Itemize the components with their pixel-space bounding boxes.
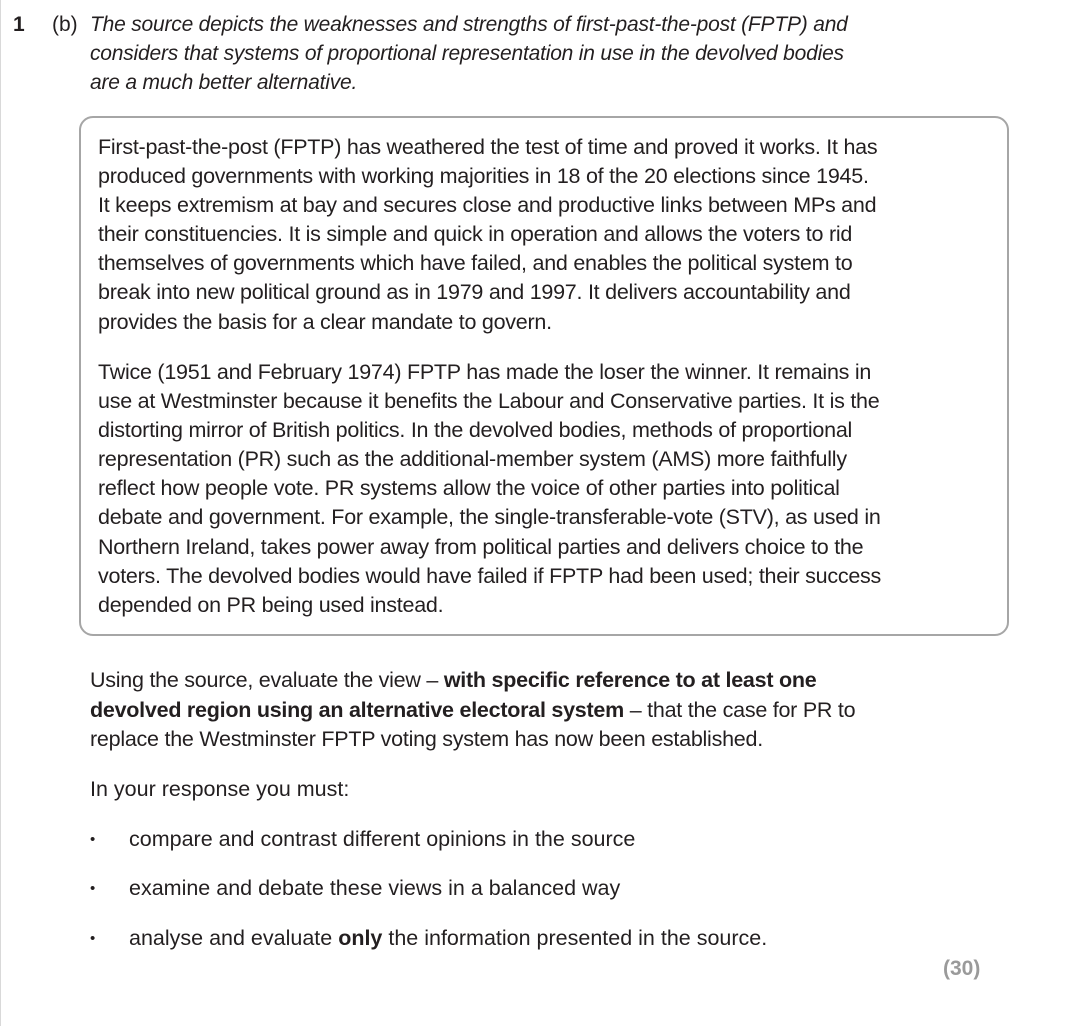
source-line: themselves of governments which have failed, and enables the political system to xyxy=(98,251,853,276)
task-line xyxy=(90,696,855,726)
source-line: depended on PR being used instead. xyxy=(98,592,444,617)
source-line: reflect how people vote. PR systems allow the voice of other parties into political xyxy=(98,476,840,501)
source-line: produced governments with working majorities in 18 of the 20 elections since 1945. xyxy=(98,164,869,189)
marks-total: (30) xyxy=(943,957,981,980)
requirement-text: examine and debate these views in a balanced way xyxy=(129,876,621,900)
bullet-icon: • xyxy=(90,880,96,897)
requirement-emphasis: only xyxy=(338,926,383,950)
source-paragraph-2 xyxy=(98,358,881,620)
source-line: representation (PR) such as the additional-member system (AMS) more faithfully xyxy=(98,447,847,472)
task-emphasis: devolved region using an alternative electoral system xyxy=(90,697,625,722)
bullet-icon: • xyxy=(90,831,96,848)
source-line: use at Westminster because it benefits the Labour and Conservative parties. It is the xyxy=(98,389,880,414)
source-line: First-past-the-post (FPTP) has weathered the test of time and proved it works. It has xyxy=(98,135,878,159)
task-line xyxy=(90,666,855,696)
source-line: Twice (1951 and February 1974) FPTP has made the loser the winner. It remains in xyxy=(98,360,872,384)
task-emphasis: with specific reference to at least one xyxy=(443,668,817,692)
task-line: replace the Westminster FPTP voting system has now been established. xyxy=(90,727,763,751)
bullet-icon: • xyxy=(90,930,96,947)
source-paragraph-1 xyxy=(98,133,877,337)
page-left-edge-rule xyxy=(0,0,1,1026)
task-text: Using the source, evaluate the view – xyxy=(90,668,444,692)
task-text: – that the case for PR to xyxy=(624,697,856,722)
intro-line: are a much better alternative. xyxy=(90,71,358,94)
source-line: their constituencies. It is simple and quick in operation and allows the voters to rid xyxy=(98,222,853,247)
requirement-text: compare and contrast different opinions in the source xyxy=(129,827,636,851)
intro-line: considers that systems of proportional representation in use in the devolved bodies xyxy=(90,42,844,65)
task-instruction xyxy=(90,666,855,755)
response-intro: In your response you must: xyxy=(90,777,350,801)
source-line: provides the basis for a clear mandate to govern. xyxy=(98,309,552,334)
requirement-text xyxy=(129,924,767,953)
question-number: 1 xyxy=(13,13,25,36)
question-part-label: (b) xyxy=(52,13,78,36)
source-line: break into new political ground as in 1979 and 1997. It delivers accountability and xyxy=(98,280,851,305)
source-line: voters. The devolved bodies would have failed if FPTP had been used; their success xyxy=(98,563,882,588)
requirement-text-start: analyse and evaluate xyxy=(129,926,339,950)
intro-line: The source depicts the weaknesses and strengths of first-past-the-post (FPTP) and xyxy=(90,13,848,36)
question-intro xyxy=(90,10,950,97)
source-line: debate and government. For example, the single-transferable-vote (STV), as used in xyxy=(98,505,881,530)
source-line: Northern Ireland, takes power away from political parties and delivers choice to the xyxy=(98,534,864,559)
source-line: It keeps extremism at bay and secures close and productive links between MPs and xyxy=(98,193,877,218)
requirement-text-end: the information presented in the source. xyxy=(382,926,768,950)
source-line: distorting mirror of British politics. In the devolved bodies, methods of proportional xyxy=(98,418,853,443)
